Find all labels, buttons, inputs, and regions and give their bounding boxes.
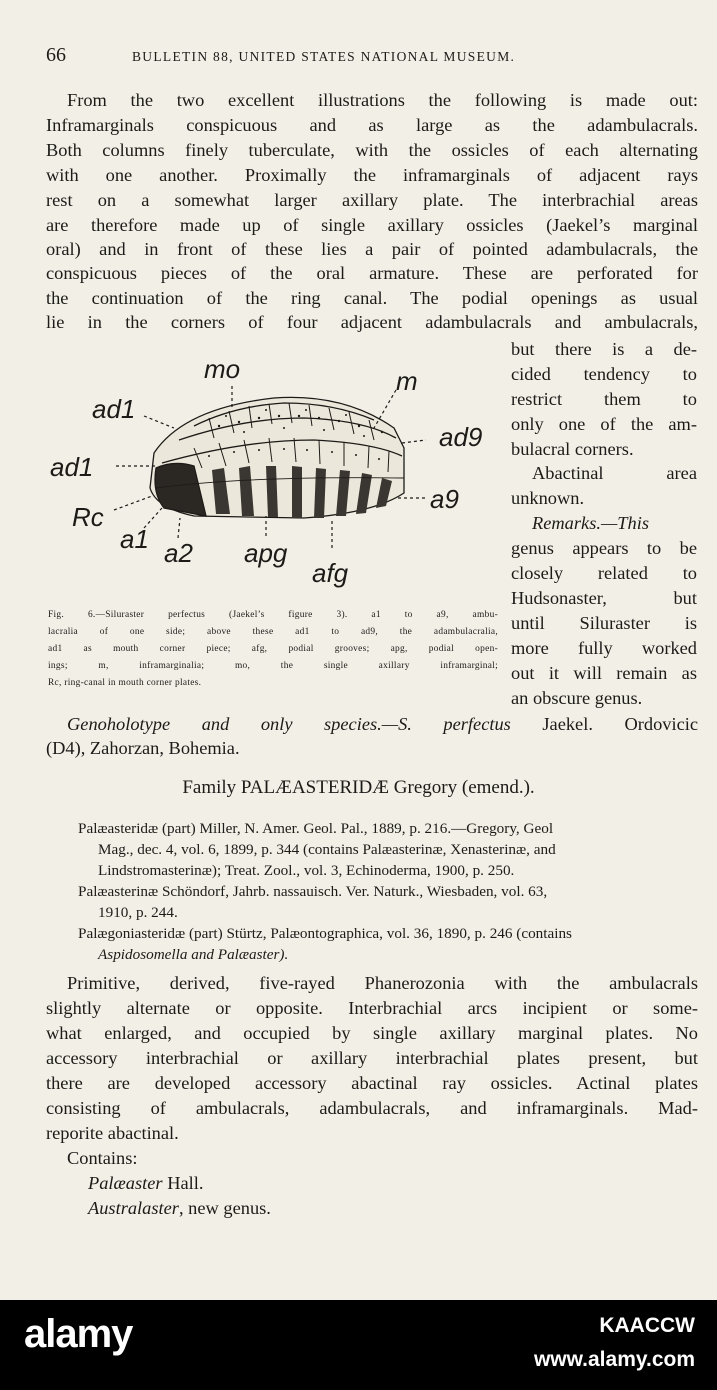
figure-caption-line: ad1 as mouth corner piece; afg, podial grooves; apg, podial open-	[48, 644, 498, 654]
running-head: BULLETIN 88, UNITED STATES NATIONAL MUSEUM.	[132, 49, 516, 64]
figure-caption-line: lacralia of one side; above these ad1 to ad9, the adambulacralia,	[48, 627, 498, 637]
side-line: closely related to	[511, 563, 697, 583]
label-a2: a2	[164, 538, 193, 568]
side-line: genus appears to be	[511, 538, 697, 558]
intro-line: rest on a somewhat larger axillary plate. The interbrachial areas	[46, 190, 698, 210]
synonymy-line: Lindstromasterinæ); Treat. Zool., vol. 3, Echinoderma, 1900, p. 250.	[98, 862, 515, 879]
label-a9: a9	[430, 484, 459, 514]
diagnosis-line: reporite abactinal.	[46, 1123, 179, 1143]
contains-genus-2	[88, 1196, 271, 1220]
synonymy-line: 1910, p. 244.	[98, 904, 178, 921]
side-line: more fully worked	[511, 638, 697, 658]
genoholotype-rest: Jaekel. Ordovicic	[510, 714, 699, 734]
intro-line: Both columns finely tuberculate, with the ossicles of each alternating	[46, 140, 698, 160]
side-line: an obscure genus.	[511, 688, 643, 708]
intro-line: with one another. Proximally the inframarginals of adjacent rays	[46, 165, 698, 185]
side-line: until Siluraster is	[511, 613, 697, 633]
diagnosis-line: what enlarged, and occupied by single axillary marginal plates. No	[46, 1023, 698, 1043]
genus-author: , new genus.	[178, 1198, 271, 1218]
siluraster-figure	[44, 348, 504, 603]
label-ad1-left: ad1	[50, 452, 94, 482]
label-afg: afg	[312, 558, 349, 588]
label-m: m	[396, 366, 418, 396]
side-line: only one of the am-	[511, 414, 697, 434]
genoholotype-line-2: (D4), Zahorzan, Bohemia.	[46, 738, 240, 758]
contains-label: Contains:	[67, 1148, 138, 1168]
synonymy-line: Palæasteridæ (part) Miller, N. Amer. Geol. Pal., 1889, p. 216.—Gregory, Geol	[78, 820, 554, 837]
figure-caption-line: ings; m, inframarginalia; mo, the single axillary inframarginal;	[48, 661, 498, 671]
genus-name: Palæaster	[88, 1173, 163, 1193]
side-line: Hudsonaster, but	[511, 588, 697, 608]
site-url: www.alamy.com	[533, 1348, 695, 1371]
intro-line: From the two excellent illustrations the following is made out:	[67, 90, 698, 110]
genoholotype-line	[67, 712, 698, 736]
figure-caption-line: Fig. 6.—Siluraster perfectus (Jaekel’s figure 3). a1 to a9, ambu-	[48, 610, 498, 620]
contains-genus-1	[88, 1171, 203, 1195]
side-line: restrict them to	[511, 389, 697, 409]
side-line: Remarks.—This	[532, 513, 649, 533]
side-line: but there is a de-	[511, 339, 697, 359]
page-number: 66	[46, 44, 66, 66]
genus-author: Hall.	[162, 1173, 204, 1193]
figure-caption-line: Rc, ring-canal in mouth corner plates.	[48, 678, 202, 688]
genoholotype-italic: Genoholotype and only species.—S. perfectus	[67, 714, 511, 734]
intro-line: lie in the corners of four adjacent adambulacrals and ambulacrals,	[46, 312, 698, 332]
label-rc: Rc	[72, 502, 104, 532]
diagnosis-line: accessory interbrachial or axillary interbrachial plates present, but	[46, 1048, 698, 1068]
diagnosis-line: Primitive, derived, five-rayed Phanerozonia with the ambulacrals	[67, 973, 698, 993]
side-line: unknown.	[511, 488, 585, 508]
synonymy-line: Palæasterinæ Schöndorf, Jahrb. nassauisch. Ver. Naturk., Wiesbaden, vol. 63,	[78, 883, 548, 900]
intro-line: the continuation of the ring canal. The podial openings as usual	[46, 288, 698, 308]
alamy-logo: alamy	[24, 1312, 133, 1356]
label-ad9: ad9	[439, 422, 483, 452]
label-apg: apg	[244, 538, 288, 568]
diagnosis-line: consisting of ambulacrals, adambulacrals, and inframarginals. Mad-	[46, 1098, 698, 1118]
family-heading: Family PALÆASTERIDÆ Gregory (emend.).	[182, 777, 535, 798]
label-mo: mo	[204, 354, 241, 384]
side-line: bulacral corners.	[511, 439, 634, 459]
intro-line: are therefore made up of single axillary ossicles (Jaekel’s marginal	[46, 215, 698, 235]
side-line: cided tendency to	[511, 364, 697, 384]
synonymy-line: Mag., dec. 4, vol. 6, 1899, p. 344 (contains Palæasterinæ, Xenasterinæ, and	[98, 841, 556, 858]
page-header	[46, 44, 696, 70]
side-line: out it will remain as	[511, 663, 697, 683]
intro-line: conspicuous pieces of the oral armature. These are perforated for	[46, 263, 698, 283]
side-line: Abactinal area	[532, 463, 697, 483]
intro-line: oral) and in front of these lies a pair of pointed adambulacrals, the	[46, 239, 698, 259]
label-a1: a1	[120, 524, 149, 554]
image-id: KAACCW	[599, 1314, 695, 1337]
synonymy-line: Palægoniasteridæ (part) Stürtz, Palæontographica, vol. 36, 1890, p. 246 (contains	[78, 925, 572, 942]
genus-name: Australaster	[88, 1198, 179, 1218]
stock-banner	[0, 1300, 717, 1390]
diagnosis-line: slightly alternate or opposite. Interbrachial arcs incipient or some-	[46, 998, 698, 1018]
intro-line: Inframarginals conspicuous and as large as the adambulacrals.	[46, 115, 698, 135]
label-ad1-top: ad1	[92, 394, 136, 424]
diagnosis-line: there are developed accessory abactinal ray ossicles. Actinal plates	[46, 1073, 698, 1093]
synonymy-line: Aspidosomella and Palæaster).	[98, 946, 289, 963]
